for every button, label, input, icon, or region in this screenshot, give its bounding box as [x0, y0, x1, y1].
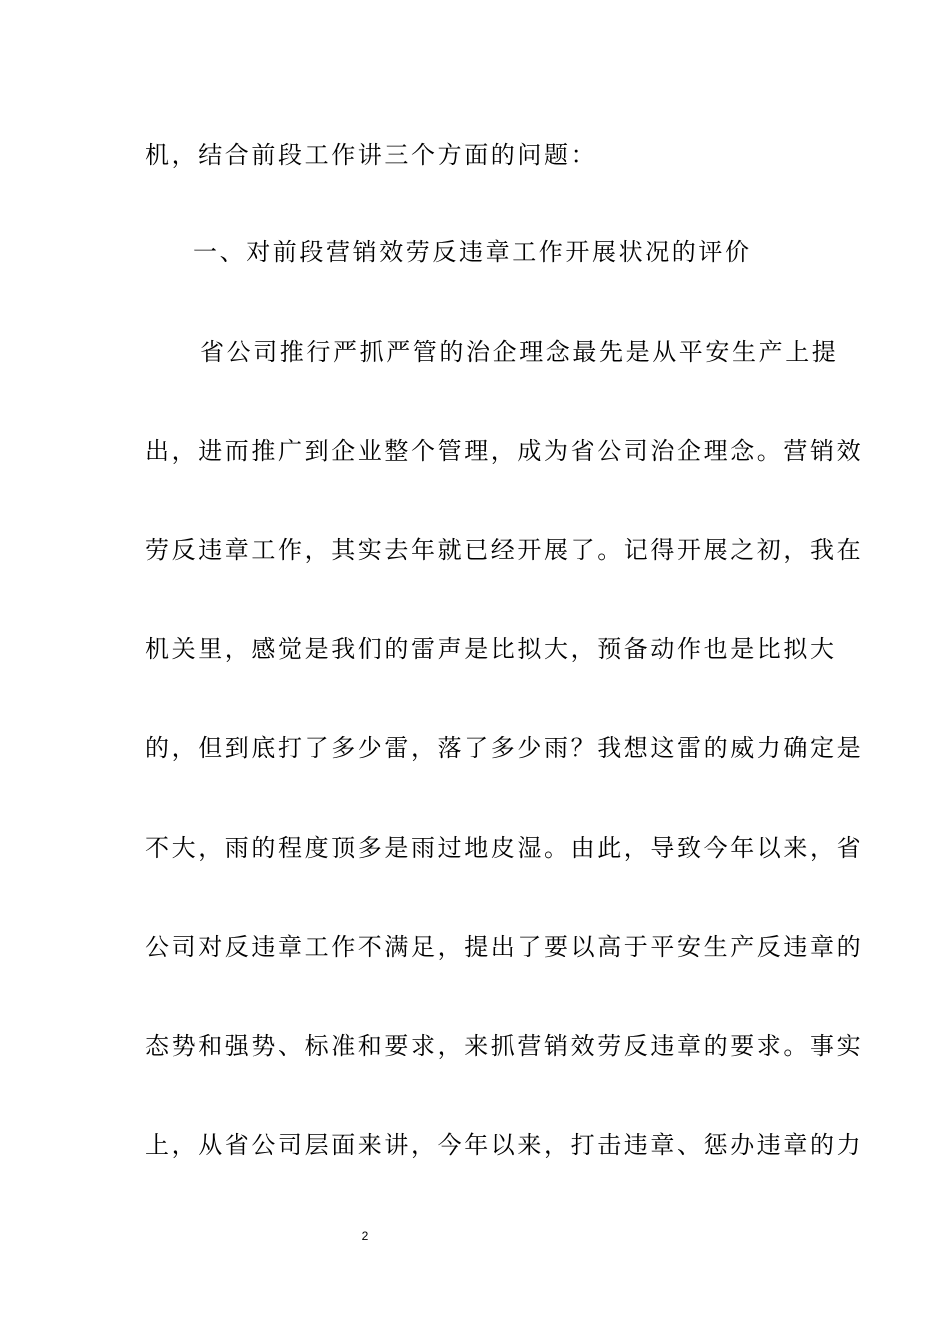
text-line: 出，进而推广到企业整个管理，成为省公司治企理念。营销效: [145, 437, 864, 465]
text-line: 公司对反违章工作不满足，提出了要以高于平安生产反违章的: [145, 933, 864, 961]
text-line: 态势和强势、标准和要求，来抓营销效劳反违章的要求。事实: [145, 1032, 864, 1060]
text-line: 上，从省公司层面来讲，今年以来，打击违章、惩办违章的力: [145, 1131, 864, 1159]
text-line: 机，结合前段工作讲三个方面的问题：: [145, 141, 598, 169]
page-number: 2: [361, 1229, 369, 1243]
text-line: 劳反违章工作，其实去年就已经开展了。记得开展之初，我在: [145, 536, 864, 564]
section-heading: 一、对前段营销效劳反违章工作开展状况的评价: [193, 238, 752, 266]
text-line: 省公司推行严抓严管的治企理念最先是从平安生产上提: [200, 338, 839, 366]
text-line: 机关里，感觉是我们的雷声是比拟大，预备动作也是比拟大: [145, 635, 837, 663]
text-line: 不大，雨的程度顶多是雨过地皮湿。由此，导致今年以来，省: [145, 834, 864, 862]
text-line: 的，但到底打了多少雷，落了多少雨？我想这雷的威力确定是: [145, 734, 864, 762]
